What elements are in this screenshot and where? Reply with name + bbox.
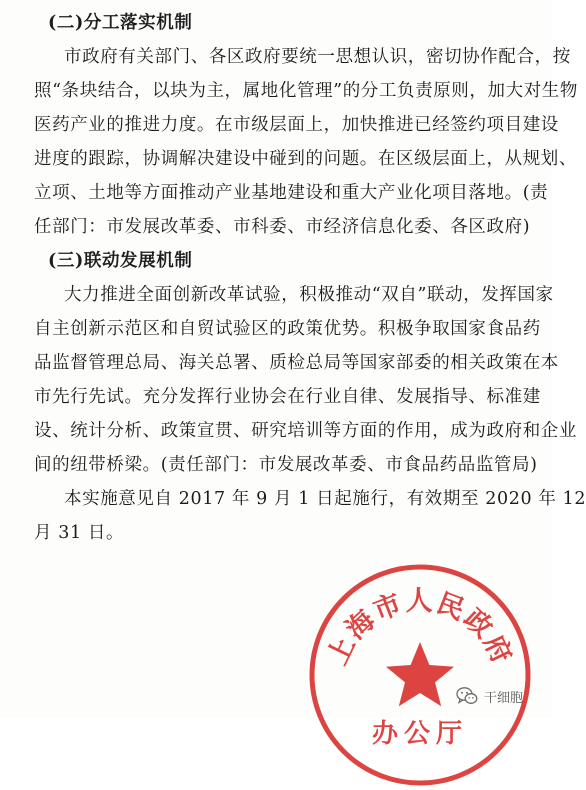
document-body — [34, 6, 586, 550]
paragraph-line: 照“条块结合，以块为主，属地化管理”的分工负责原则，加大对生物 — [34, 81, 578, 101]
official-seal — [305, 560, 535, 790]
effective-date-line: 本实施意见自 2017 年 9 月 1 日起施行，有效期至 2020 年 12 — [64, 489, 586, 509]
watermark-label: 干细胞 — [484, 690, 524, 706]
paragraph-line: 市政府有关部门、各区政府要统一思想认识，密切协作配合，按 — [64, 47, 571, 67]
paragraph-line: 进度的跟踪，协调解决建设中碰到的问题。在区级层面上，从规划、 — [34, 149, 577, 169]
paragraph-line: 市先行先试。充分发挥行业协会在行业自律、发展指导、标准建 — [34, 387, 541, 407]
seal-star-icon — [386, 642, 454, 706]
paragraph-line: 任部门：市发展改革委、市科委、市经济信息化委、各区政府) — [34, 217, 531, 237]
paragraph-line: 设、统计分析、政策宣贯、研究培训等方面的作用，成为政府和企业 — [34, 421, 577, 441]
paragraph-line: 医药产业的推进力度。在市级层面上，加快推进已经签约项目建设 — [34, 115, 559, 135]
paragraph-line: 立项、土地等方面推动产业基地建设和重大产业化项目落地。(责 — [34, 183, 549, 203]
seal-arc-text: 上海市人民政府 — [321, 586, 519, 670]
paragraph-line: 大力推进全面创新改革试验，积极推动“双自”联动，发挥国家 — [64, 285, 554, 305]
paragraph-line: 品监督管理总局、海关总署、质检总局等国家部委的相关政策在本 — [34, 353, 559, 373]
section-heading-linked-development: (三)联动发展机制 — [48, 251, 193, 271]
section-heading-division-of-labor: (二)分工落实机制 — [48, 13, 193, 33]
paragraph-line: 自主创新示范区和自贸试验区的政策优势。积极争取国家食品药 — [34, 319, 541, 339]
wechat-icon — [456, 686, 478, 706]
source-watermark — [456, 683, 523, 709]
paragraph-line: 间的纽带桥梁。(责任部门：市发展改革委、市食品药品监管局) — [34, 455, 538, 475]
effective-date-line: 月 31 日。 — [34, 523, 125, 543]
seal-bottom-text: 办公厅 — [371, 719, 469, 749]
